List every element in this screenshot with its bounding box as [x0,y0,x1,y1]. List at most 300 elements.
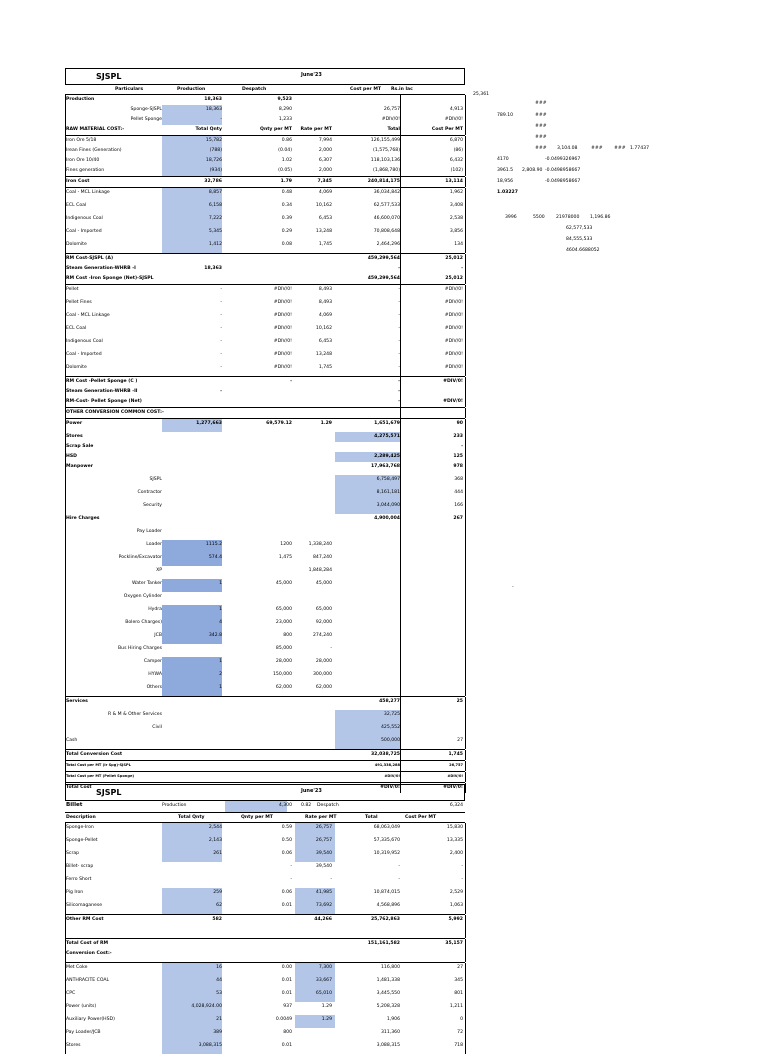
side-note: ### [535,124,547,129]
cell-c1: 1 [219,659,222,664]
cell-c4: 17,963,768 [370,464,400,469]
cell-c5: #DIV/0! [444,117,463,122]
column-border [465,772,466,782]
cell-highlight [162,670,222,683]
cell-c1: 1,277,663 [196,421,222,426]
cell-c3: 1.29 [321,1017,332,1022]
column-border [465,697,466,710]
column-border [465,579,466,592]
billet-production-label: Production [162,803,187,808]
cell-c1: (934) [209,168,222,173]
cell-c4: - [398,399,400,404]
cell-c5: #DIV/0! [447,774,463,778]
cell-c3: 92,000 [315,620,332,625]
cell-c3: 8,493 [318,300,332,305]
side-note: ### [535,101,547,106]
row-label: Oxygen Cylinder [123,594,162,599]
cell-c5: - [461,877,463,882]
column-border [465,452,466,462]
cell-c3: 1,848,284 [308,568,332,573]
cell-c4: - [398,313,400,318]
row-label: Total Conversion Cost [66,752,123,757]
header-rs-in-lac: Rs.in lac [391,87,413,92]
row-ecl-coal [65,201,465,214]
column-border [465,514,466,527]
cell-c3: 39,540 [315,851,332,856]
row-label: Scrap Sale [66,444,94,449]
cell-c4: - [398,326,400,331]
cell-c3: 847,240 [313,555,332,560]
row-label: ANTHRACITE COAL [66,978,110,983]
cell-c5: 26,757 [449,763,463,767]
column-border [400,475,401,488]
cell-c3: 1.29 [321,1004,332,1009]
cell-c2: 0.50 [281,838,292,843]
cell-c2: 1.79 [280,179,292,184]
row-production [65,95,465,105]
cell-c5: 15,830 [446,825,463,830]
row-pellet-fines [65,298,465,311]
side-note: 3996 [505,215,517,220]
billet-despatch-value: 6,324 [449,803,463,808]
cell-highlight [162,989,222,1002]
billet-label: Billet [66,802,83,808]
row-civil [65,723,465,736]
cell-c5: 27 [457,965,463,970]
row-label: Pig Iron [66,890,84,895]
column-border [400,432,401,442]
row-security [65,501,465,514]
column-border [400,240,401,253]
cell-c2: 800 [283,1030,292,1035]
column-border [465,644,466,657]
column-border [400,631,401,644]
cell-c2: 1.02 [281,158,292,163]
cell-highlight [162,579,222,592]
row-label: Contractor [137,490,162,495]
side-note: 18,956 [497,179,514,184]
cell-c1: 2 [219,672,222,677]
column-border [465,875,466,888]
row-services [65,696,465,710]
cell-c2: 1,475 [278,555,292,560]
row-ecl-coal [65,324,465,337]
column-border [400,146,401,156]
row-fines-generation [65,166,465,176]
cell-c3: - [330,646,332,651]
cell-c2: #DIV/0! [273,287,292,292]
cell-highlight [162,683,222,696]
row-scrap [65,849,465,862]
row-label: Loader [146,542,162,547]
cell-c2: 150,000 [273,672,292,677]
column-border [400,363,401,376]
row-label: HYWA [148,672,162,677]
cell-c5: 5,992 [448,917,463,922]
column-header-row [65,85,465,95]
row-label: Auxiliary Power(HSD) [66,1017,115,1022]
cell-c4: 36,034,842 [373,190,400,195]
column-border [400,156,401,166]
cell-c5: 2,529 [449,890,463,895]
cell-c4: 311,360 [381,1030,400,1035]
row-label: Pellet Fines [66,300,92,305]
cell-c3: 13,248 [315,229,332,234]
row-total-cost-per-mt-ir-spg-sjspl [65,760,465,771]
cell-highlight [162,901,222,914]
cell-c3: 8,493 [318,287,332,292]
column-border [400,566,401,579]
row-blank [65,925,465,938]
side-note: 84,555,533 [566,237,593,242]
row-coal-imported [65,350,465,363]
column-border [400,670,401,683]
column-border [465,553,466,566]
row-label: Indigenous Coal [66,339,103,344]
cell-c2: 0.06 [281,890,292,895]
column-border [465,949,466,962]
column-border [465,901,466,914]
row-label: Billet- scrap [66,864,94,869]
cell-c2: (0.04) [278,148,292,153]
column-border [400,723,401,736]
cell-c3: 6,307 [318,158,332,163]
header-qnty-per-mt: Qnty per MT [241,815,273,820]
cell-c3: 1,745 [318,365,332,370]
column-border [465,783,466,793]
cell-c2: 0.59 [281,825,292,830]
cell-c2: 0.08 [281,242,292,247]
cell-c3: 10,162 [315,326,332,331]
row-label: Sponge-Iron [66,825,94,830]
cell-c1: 18,363 [204,97,222,102]
cell-c1: 261 [213,851,222,856]
row-label: HSD [66,454,77,459]
column-border [465,146,466,156]
column-border [465,105,466,115]
cell-c2: 8,290 [278,107,292,112]
cell-c5: 35,157 [445,941,463,946]
column-border [400,618,401,631]
cell-highlight [162,963,222,976]
cell-c5: #DIV/0! [444,352,463,357]
cell-highlight [162,618,222,631]
row-label: Other RM Cost [66,917,104,922]
column-border [400,750,401,760]
row-iron-ore-5-18 [65,136,465,146]
column-border [465,976,466,989]
billet-sheet-body [65,823,465,1054]
column-border [400,419,401,432]
cell-c3: 7,345 [317,179,332,184]
cell-c5: 978 [453,464,463,469]
cell-c1: 342.8 [208,633,222,638]
cell-c1: 16 [216,965,222,970]
column-border [65,631,66,644]
company-name: SJSPL [96,72,122,81]
column-border [465,683,466,696]
cell-c4: #DIV/0! [384,774,400,778]
column-border [465,95,466,105]
column-border [400,274,401,284]
cost-sheet-billet [65,784,465,1054]
column-border [465,227,466,240]
cell-c2: 0.01 [281,903,292,908]
column-border [400,264,401,274]
column-border [65,527,66,540]
row-steam-generation-whrb-ii [65,387,465,397]
cell-c5: #DIV/0! [444,326,463,331]
cell-c3: 33,667 [315,978,332,983]
cell-c4: 10,874,015 [373,890,400,895]
row-manpower [65,462,465,475]
column-border [465,540,466,553]
cell-c1: - [220,300,222,305]
cell-c5: 718 [454,1043,463,1048]
cell-c2: 1200 [280,542,292,547]
cell-c2: 937 [283,1004,292,1009]
cell-c1: 62 [216,903,222,908]
column-border [400,337,401,350]
column-border [465,432,466,442]
side-note: 62,577,533 [566,226,593,231]
cell-c5: 267 [453,516,463,521]
row-label: RM Cost -Pellet Sponge (C ) [66,379,138,384]
row-label: Others [146,685,162,690]
row-coal-mcl-linkage [65,188,465,201]
side-note: 2,808.90 [522,168,543,173]
cell-c4: 26,757 [383,107,400,112]
cell-c5: 13,114 [445,179,463,184]
row-sponge-pellet [65,836,465,849]
column-border [465,915,466,925]
cell-c5: (86) [453,148,463,153]
cell-c5: 1,063 [449,903,463,908]
column-border [400,408,401,418]
row-rm-cost-iron-sponge-net-sjspl [65,274,465,285]
row-pellet [65,285,465,298]
column-border [465,963,466,976]
column-border [465,1028,466,1041]
row-coal-imported [65,227,465,240]
sheet-title-bar [65,68,465,85]
cell-c1: 18,363 [204,266,222,271]
cell-highlight [225,801,287,812]
column-border [465,631,466,644]
cell-highlight [162,115,222,125]
cell-c5: 3,408 [449,203,463,208]
column-border [400,188,401,201]
cost-sheet-sjspl [65,68,465,793]
cell-c4: - [398,379,400,384]
cell-c1: 2,544 [208,825,222,830]
row-label: Irean Fines (Generation) [66,148,122,153]
column-border [400,462,401,475]
column-border [465,750,466,760]
cell-c1: 7,222 [208,216,222,221]
side-note: 789.10 [497,113,514,118]
cell-c5: 25,012 [445,276,463,281]
row-cash [65,736,465,749]
cell-c3: 2,000 [318,168,332,173]
row-others [65,683,465,696]
row-label: Silicomaganese [66,903,103,908]
cell-c3: 274,240 [313,633,332,638]
column-border [465,264,466,274]
column-border [465,488,466,501]
row-label: Indigenous Coal [66,216,103,221]
cell-c4: 32,725 [383,712,400,717]
header-cost-per-mt: Cost per MT [350,87,382,92]
column-border [400,227,401,240]
cell-c5: (102) [450,168,463,173]
column-border [465,442,466,452]
cell-c4: 46,600,070 [373,216,400,221]
column-border [400,311,401,324]
cell-c2: (0.05) [278,168,292,173]
cell-c3: - [330,877,332,882]
row-label: RM-Cost- Pellet Sponge (Net) [66,399,142,404]
row-other-conversion-common-cost [65,407,465,419]
row-pockline-excavator [65,553,465,566]
column-border [465,115,466,125]
column-border [465,670,466,683]
column-border [465,989,466,1002]
column-border [400,324,401,337]
column-border [465,274,466,284]
row-label: Steam Generation-WHRB -II [66,389,138,394]
cell-c3: 1,338,240 [308,542,332,547]
cell-c4: 3,044,090 [376,503,400,508]
cell-c4: 425,552 [381,725,400,730]
cell-c1: 18,726 [205,158,222,163]
cell-c5: - [461,444,463,449]
cell-c1: 2,143 [208,838,222,843]
row-iron-ore-10-40 [65,156,465,166]
row-rm-cost-sjspl-a [65,253,465,264]
cell-c4: 62,577,533 [373,203,400,208]
column-border [65,925,66,938]
cell-c5: #DIV/0! [444,300,463,305]
cell-c4: 2,289,425 [374,454,400,459]
row-water-tanker [65,579,465,592]
column-border [400,95,401,105]
row-label: SJSPL [149,477,162,482]
row-cpc [65,989,465,1002]
row-label: Iron Cost [66,179,90,184]
row-label: Total Cost per MT (Pellet Sponge) [66,774,135,778]
column-border [465,298,466,311]
cell-c5: 27 [457,738,463,743]
header-total: Total [365,815,378,820]
header-despatch: Despatch [242,87,267,92]
row-pay-loader-jcb [65,1028,465,1041]
row-bus-hiring-charges [65,644,465,657]
row-rm-cost-pellet-sponge-net [65,397,465,407]
column-border [65,475,66,488]
column-border [465,723,466,736]
cell-c5: #DIV/0! [443,379,463,384]
column-border [400,125,401,135]
column-border [400,527,401,540]
cell-c2: 85,000 [275,646,292,651]
column-border [400,657,401,670]
row-stores [65,432,465,442]
row-scrap-sale [65,442,465,452]
cell-c5: #DIV/0! [443,785,463,790]
cell-c3: 65,010 [315,991,332,996]
column-border [65,488,66,501]
cell-c4: 68,063,049 [373,825,400,830]
column-border [465,408,466,418]
report-month: June'23 [301,72,322,78]
row-sponge-sjspl [65,105,465,115]
cell-c4: 491,338,288 [374,763,400,767]
cell-c3: 65,000 [315,607,332,612]
billet-production-value: 4,300 [278,803,292,808]
column-border [400,115,401,125]
cell-c4: - [398,287,400,292]
billet-despatch-label: Despatch [317,803,339,808]
row-label: Hire Charges [66,516,100,521]
billet-production-row [65,801,465,812]
cell-highlight [162,976,222,989]
cell-c4: - [398,389,400,394]
row-anthracite-coal [65,976,465,989]
side-note: 1.77437 [630,146,649,151]
cell-c1: 1,412 [208,242,222,247]
side-note: 4604.6688052 [566,248,600,253]
cell-c5: 1,962 [449,190,463,195]
header-production: Production [177,87,206,92]
row-xp [65,566,465,579]
row-silicomaganese [65,901,465,914]
cell-c1: - [220,287,222,292]
column-border [465,888,466,901]
cell-c2: 0.39 [281,216,292,221]
column-border [400,553,401,566]
row-label: Sponge-Pellet [66,838,98,843]
cell-c1: - [220,313,222,318]
cell-c1: - [220,365,222,370]
header-cost-per-mt-2: Cost Per MT [405,815,437,820]
cell-c4: 5,208,328 [376,1004,400,1009]
row-label: Iron Ore 10/40 [66,158,100,163]
row-label: Production [66,97,95,102]
row-label: Sponge-SJSPL [130,107,162,112]
column-border [400,514,401,527]
column-border [465,527,466,540]
header-rate-per-mt: Rate per MT [305,815,337,820]
row-label: Power [66,421,83,426]
row-label: Pellet Sponge [130,117,162,122]
cell-c2: 9,523 [277,97,292,102]
side-note: - [512,585,514,590]
side-note: -0.0499326967 [545,157,581,162]
row-label: Pay Loader/JCB [66,1030,101,1035]
column-border [65,683,66,696]
column-border [400,605,401,618]
row-label: Met Coke [66,965,88,970]
side-note: ### [535,135,547,140]
cell-c2: 65,000 [275,607,292,612]
cell-c4: - [398,300,400,305]
column-border [65,592,66,605]
cell-c2: 0.01 [281,991,292,996]
cell-c3: 73,692 [315,903,332,908]
row-stores [65,1041,465,1054]
column-border [400,214,401,227]
